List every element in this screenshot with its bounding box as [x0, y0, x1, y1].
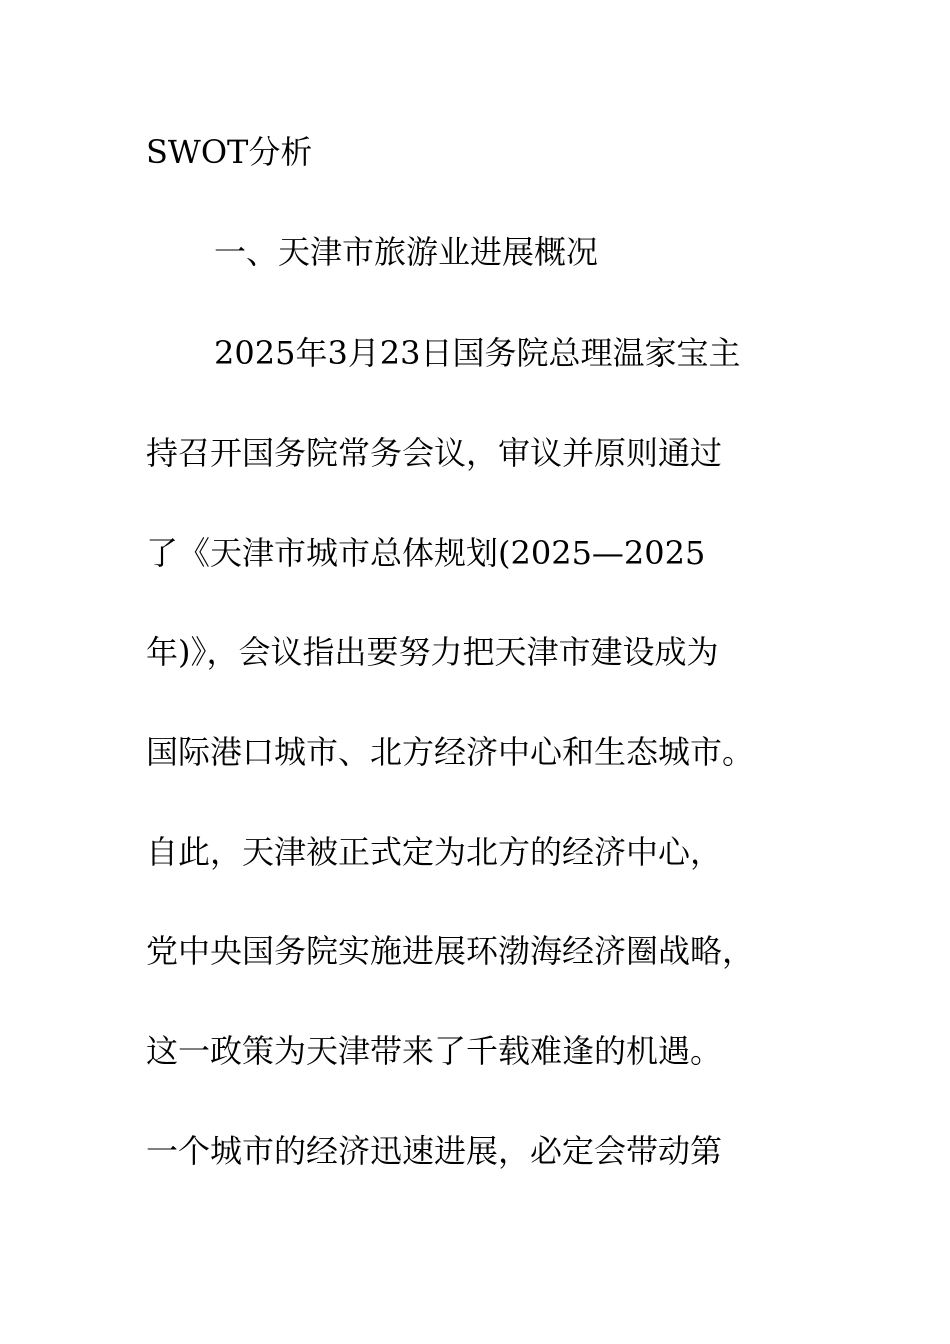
paragraph-line: 这一政策为天津带来了千载难逢的机遇。 [146, 1032, 723, 1070]
paragraph-line: 年)》，会议指出要努力把天津市建设成为 [146, 633, 719, 671]
section-title: SWOT分析 [146, 133, 313, 171]
paragraph-line: 持召开国务院常务会议，审议并原则通过 [146, 434, 723, 472]
paragraph-line: 2025年3月23日国务院总理温家宝主 [214, 334, 741, 372]
paragraph-line: 了《天津市城市总体规划(2025—2025 [146, 534, 706, 572]
paragraph-line: 国际港口城市、北方经济中心和生态城市。 [146, 733, 755, 771]
paragraph-line: 一个城市的经济迅速进展，必定会带动第 [146, 1132, 723, 1170]
paragraph-line: 党中央国务院实施进展环渤海经济圈战略， [146, 932, 755, 970]
paragraph-line: 自此，天津被正式定为北方的经济中心， [146, 833, 723, 871]
heading-1: 一、天津市旅游业进展概况 [214, 233, 599, 271]
